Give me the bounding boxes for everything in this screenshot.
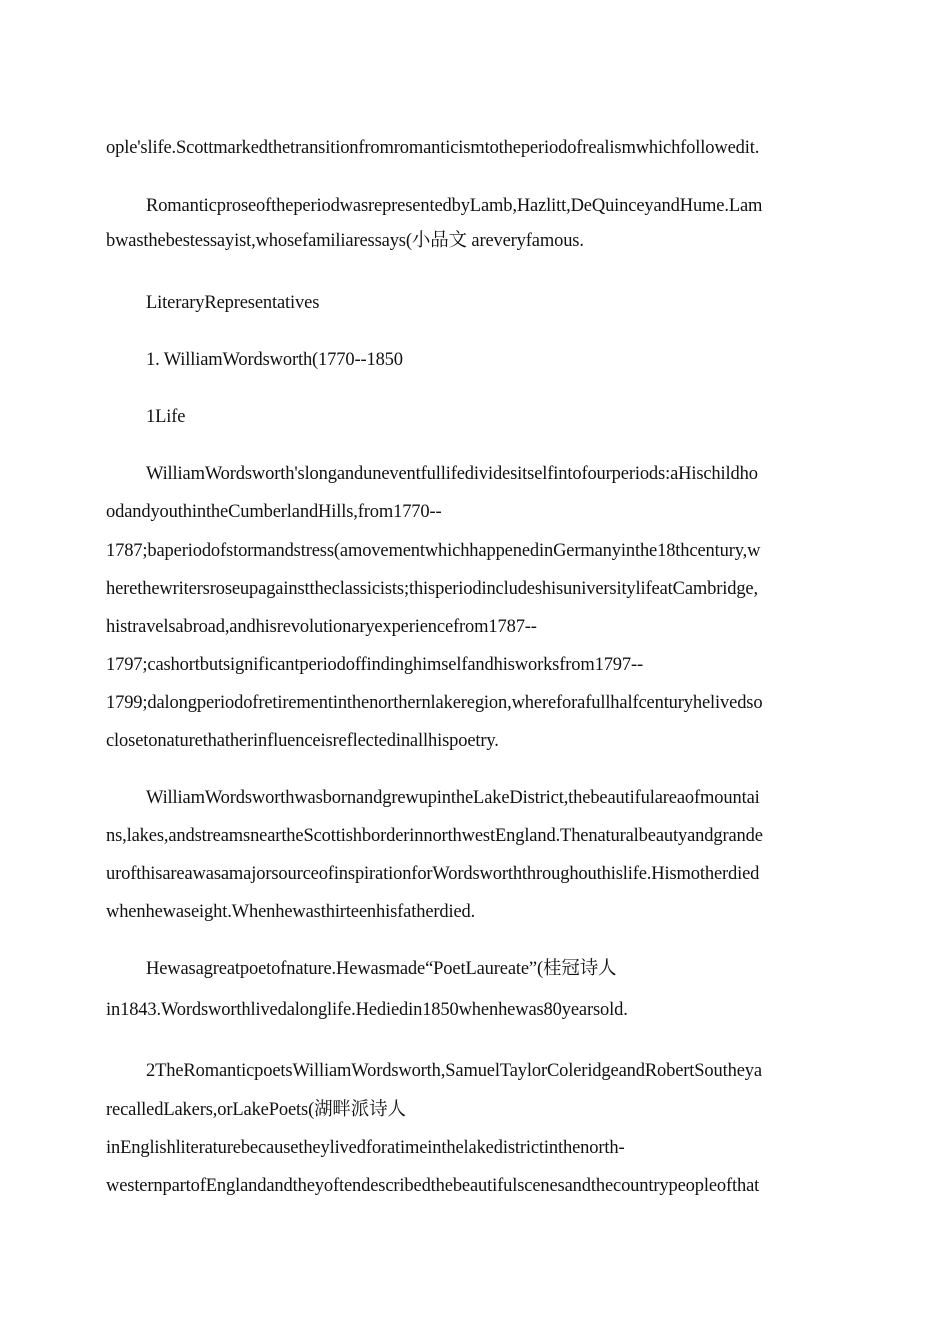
text-line-7: WilliamWordsworth'slongandun​eventfullifedividesitselfintofourperiods:aHischildho — [146, 464, 758, 484]
list-item-wordsworth: 1. WilliamWordsworth(1770--1850 — [146, 350, 403, 370]
text-line-2: RomanticproseoftheperiodwasrepresentedbyLamb,Hazlitt,DeQuinceyandHume.Lam — [146, 196, 763, 216]
text-line-17: urofthisareawasamajorsourceofinspirationforWordsworththroughouthislife.Hismotherdied — [106, 864, 760, 884]
text-line-21: 2TheRomanticpoetsWilliamWordsworth,SamuelTaylorColeridgeandRobertSoutheya — [146, 1061, 762, 1081]
text-line-24: westernpartofEnglandandtheyoftendescribedthebeautifulscenesandthecountrypeopleofthat — [106, 1176, 760, 1196]
text-line-20: in1843.Wordsworthlivedalonglife.Hediedin1850whenhewas80yearsold. — [106, 1000, 628, 1020]
text-line-14: closetonaturethatherinfluenceisreflectedinallhispoetry. — [106, 731, 499, 751]
text-line-1: ople'slife.Scottmarkedthetransitionfromromanticismtotheperiodofrealismwhichfollowedit. — [106, 138, 760, 158]
text-line-9: 1787;baperiodofstormandstress(amovementwhichhappenedinGermanyinthe18thcentury,w — [106, 541, 761, 561]
section-heading-literary-representatives: LiteraryRepresentatives — [146, 293, 320, 313]
text-line-13: 1799;dalongperiodofretirementinthenorthernlakeregion,whereforafullhalfcenturyhelivedso — [106, 693, 763, 713]
text-line-16: ns,lakes,andstreamsneartheScottishborderinnorthwestEngland.Thenaturalbeautyandgrande — [106, 826, 763, 846]
text-line-11: histravelsabroad,andhisrevolutionaryexperiencefrom1787-- — [106, 617, 537, 637]
text-line-22: recalledLakers,orLakePoets(湖畔派诗人 — [106, 1100, 406, 1120]
text-line-18: whenhewaseight.Whenhewasthirteenhisfatherdied. — [106, 902, 476, 922]
text-line-19: Hewasagreatpoetofnature.Hewasmade“PoetLaureate”(桂冠诗人 — [146, 959, 617, 979]
text-line-3: bwasthebestessayist,whosefamiliaressays(小品文 areveryfamous. — [106, 231, 584, 251]
text-line-15: WilliamWordsworthwasbornandgrewupintheLakeDistrict,thebeautifulareaofmountai — [146, 788, 760, 808]
text-line-8: odandyouthintheCumberlandHills,from1770-- — [106, 502, 442, 522]
text-line-12: 1797;cashortbutsignificantperiodoffindinghimselfandhisworksfrom1797-- — [106, 655, 644, 675]
text-line-10: herethewritersroseupagainsttheclassicists;thisperiodincludeshisuniversitylifeatCambridge, — [106, 579, 758, 599]
text-line-23: inEnglishliteraturebecausetheylivedforatimeinthelakedistrictinthenorth- — [106, 1138, 625, 1158]
subheading-life: 1Life — [146, 407, 186, 427]
